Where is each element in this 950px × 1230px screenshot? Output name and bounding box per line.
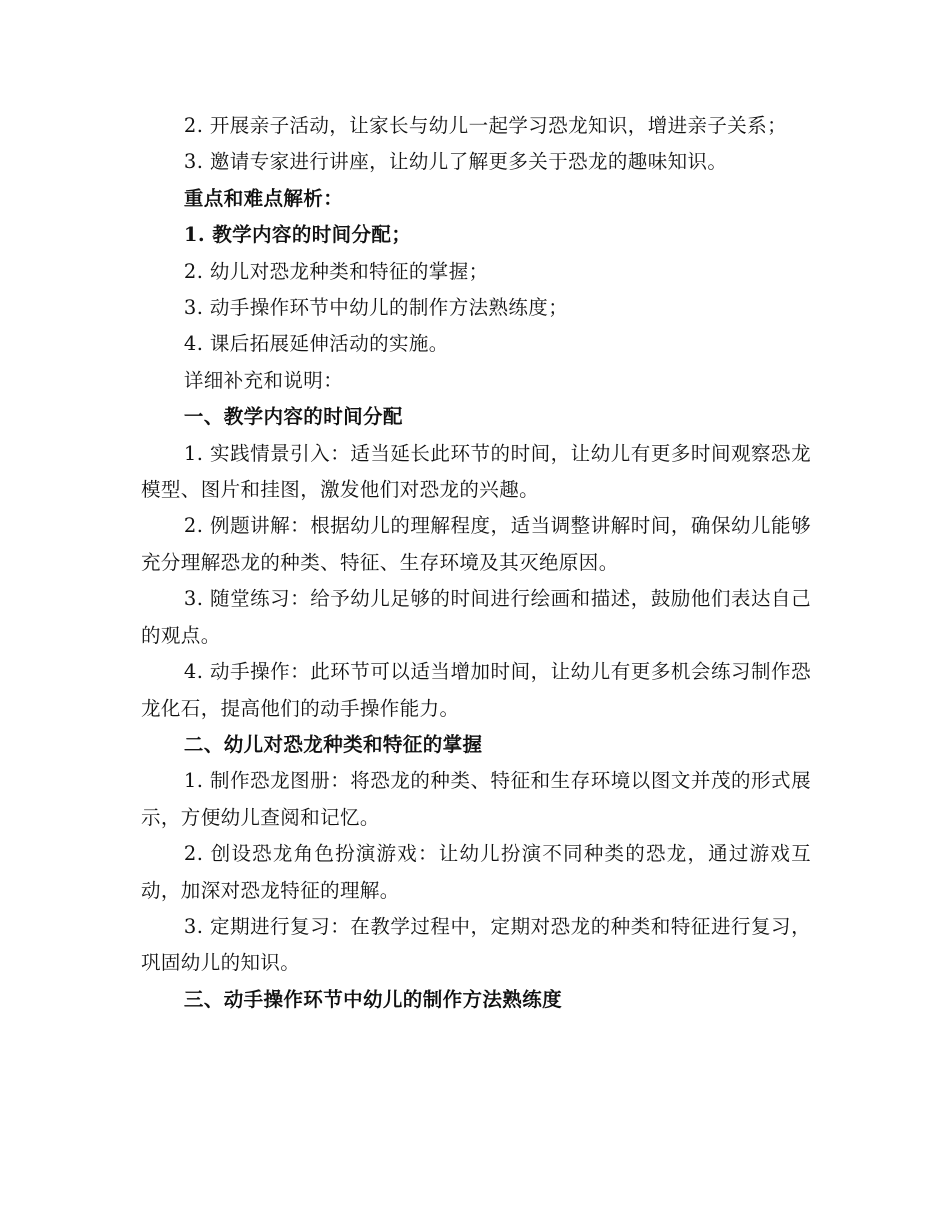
list-item: 1. 教学内容的时间分配； [183,223,412,247]
list-item: 2. 幼儿对恐龙种类和特征的掌握； [183,259,489,283]
paragraph: 2. 开展亲子活动，让家长与幼儿一起学习恐龙知识，增进亲子关系； [183,114,787,137]
paragraph: 3. 随堂练习：给予幼儿足够的时间进行绘画和描述，鼓励他们表达自己的观点。 [141,587,811,647]
section-heading: 重点和难点解析： [183,186,344,210]
paragraph: 3. 定期进行复习：在教学过程中，定期对恐龙的种类和特征进行复习，巩固幼儿的知识。 [141,914,811,975]
list-item: 3. 动手操作环节中幼儿的制作方法熟练度； [183,296,569,320]
paragraph: 1. 实践情景引入：适当延长此环节的时间，让幼儿有更多时间观察恐龙模型、图片和挂图，激发他们对恐龙的兴趣。 [141,441,811,502]
paragraph: 4. 动手操作：此环节可以适当增加时间，让幼儿有更多机会练习制作恐龙化石，提高他们的动手操作能力。 [141,660,811,720]
list-item: 4. 课后拓展延伸活动的实施。 [183,332,449,356]
paragraph: 2. 例题讲解：根据幼儿的理解程度，适当调整讲解时间，确保幼儿能够充分理解恐龙的种类、特征、生存环境及其灭绝原因。 [141,514,811,574]
paragraph: 1. 制作恐龙图册：将恐龙的种类、特征和生存环境以图文并茂的形式展示，方便幼儿查阅和记忆。 [141,769,811,829]
section-heading: 一、教学内容的时间分配 [183,405,403,429]
section-heading: 详细补充和说明： [183,368,344,392]
section-heading: 二、幼儿对恐龙种类和特征的掌握 [183,732,483,756]
section-heading: 三、动手操作环节中幼儿的制作方法熟练度 [183,987,562,1011]
paragraph: 3. 邀请专家进行讲座，让幼儿了解更多关于恐龙的趣味知识。 [183,150,728,174]
paragraph: 2. 创设恐龙角色扮演游戏：让幼儿扮演不同种类的恐龙，通过游戏互动，加深对恐龙特征的理解。 [141,842,811,902]
document-body [141,108,811,1018]
